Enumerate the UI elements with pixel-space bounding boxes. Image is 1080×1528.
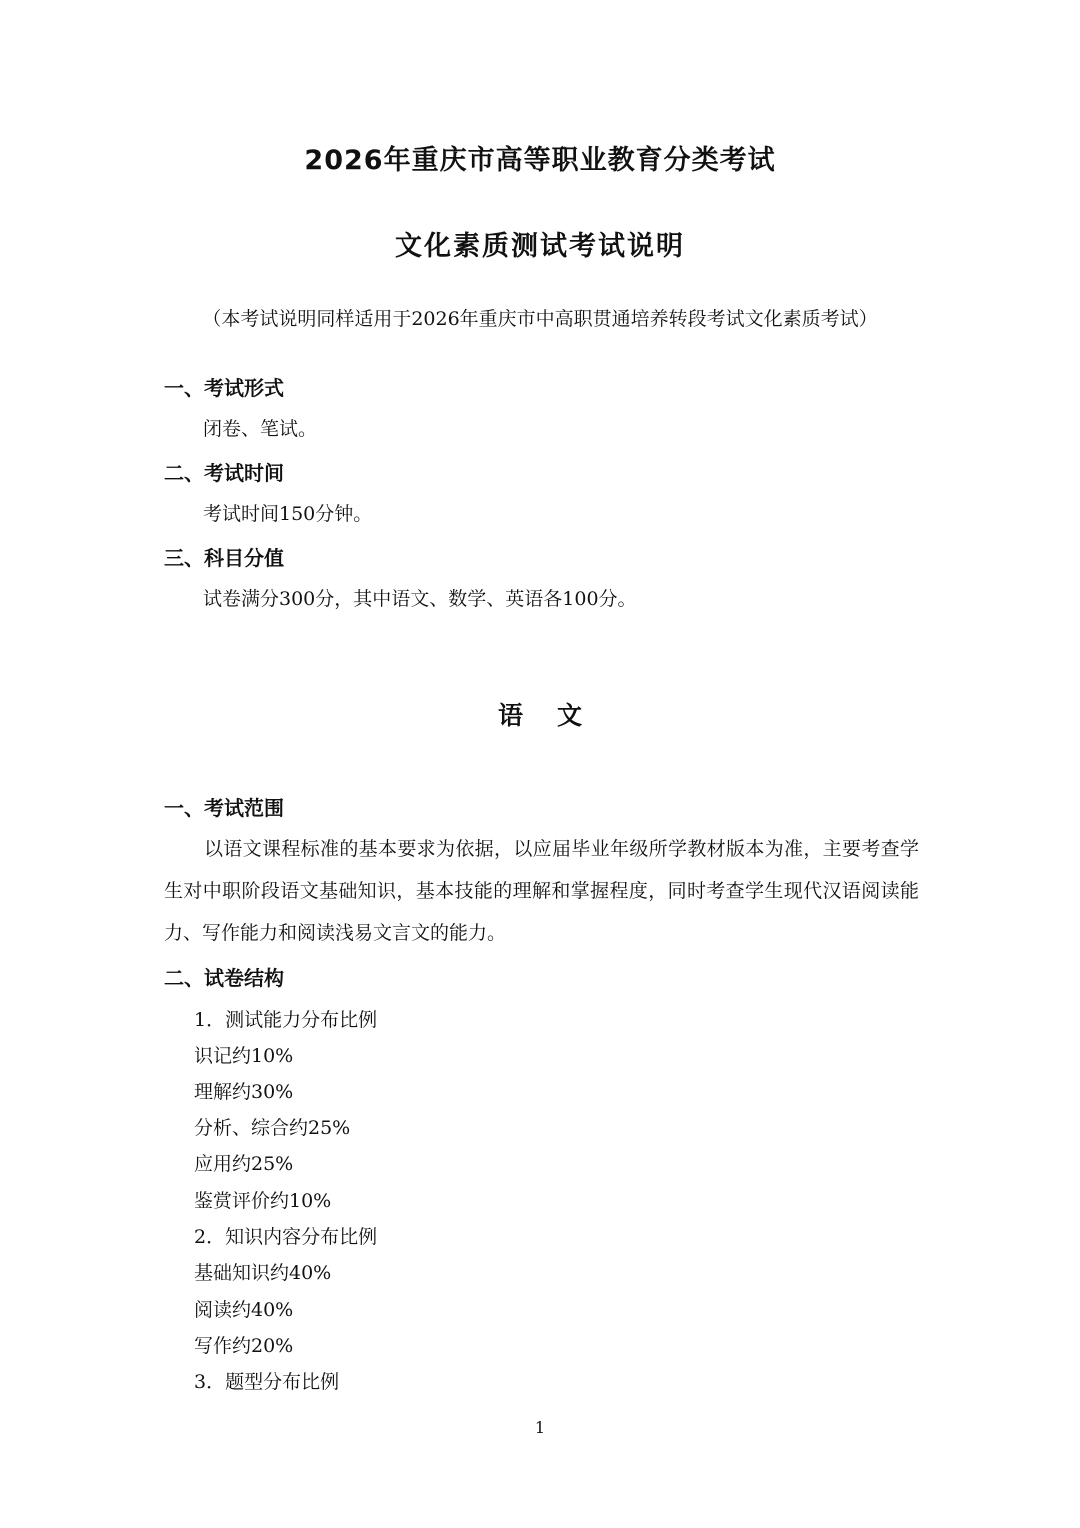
section-heading-score: 三、科目分值	[164, 546, 284, 570]
list-item: 2．知识内容分布比例	[194, 1226, 378, 1248]
section-heading-structure: 二、试卷结构	[164, 966, 284, 990]
list-item: 分析、综合约25%	[194, 1117, 351, 1139]
section-heading-exam-time: 二、考试时间	[164, 461, 284, 485]
scope-paragraph: 以语文课程标准的基本要求为依据，以应届毕业年级所学教材版本为准，主要考查学生对中职阶段语文基础知识，基本技能的理解和掌握程度，同时考查学生现代汉语阅读能力、写作能力和阅读浅易文言文的能力。	[164, 838, 919, 944]
list-item: 1．测试能力分布比例	[194, 1009, 378, 1031]
list-item: 阅读约40%	[194, 1299, 294, 1321]
list-item: 理解约30%	[194, 1081, 294, 1103]
list-item: 基础知识约40%	[194, 1262, 332, 1284]
section-heading-exam-format: 一、考试形式	[164, 376, 284, 400]
applicability-note: （本考试说明同样适用于2026年重庆市中高职贯通培养转段考试文化素质考试）	[202, 308, 878, 330]
section-body-exam-format: 闭卷、笔试。	[203, 418, 318, 440]
page-number: 1	[534, 1418, 546, 1437]
document-subtitle: 文化素质测试考试说明	[395, 231, 685, 262]
list-item: 鉴赏评价约10%	[194, 1190, 332, 1212]
list-item: 应用约25%	[194, 1153, 294, 1175]
section-heading-scope: 一、考试范围	[164, 796, 284, 820]
list-item: 写作约20%	[194, 1335, 294, 1357]
subject-title-chinese: 语文	[497, 701, 616, 730]
section-body-score: 试卷满分300分，其中语文、数学、英语各100分。	[203, 588, 637, 610]
list-item: 识记约10%	[194, 1045, 294, 1067]
document-title: 2026年重庆市高等职业教育分类考试	[304, 145, 776, 176]
section-body-exam-time: 考试时间150分钟。	[203, 503, 373, 525]
list-item: 3．题型分布比例	[194, 1371, 340, 1393]
